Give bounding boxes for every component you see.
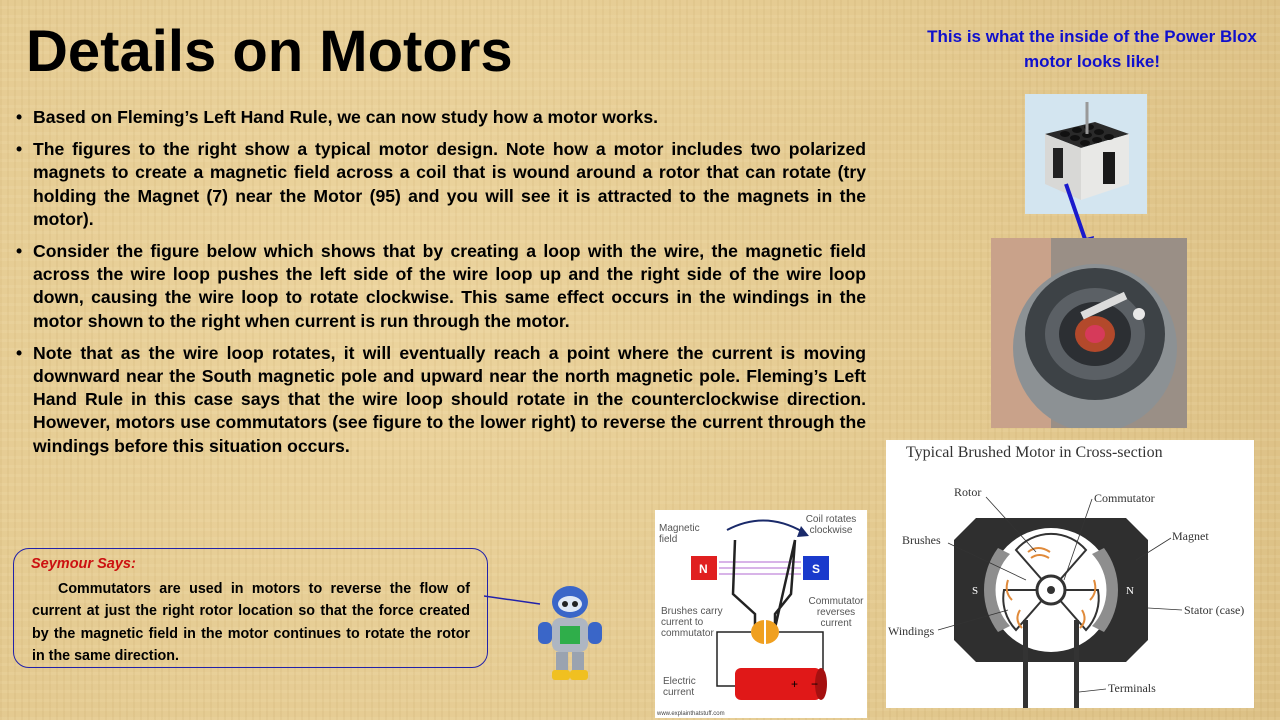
- electric-current-label: Electric current: [663, 676, 696, 698]
- bullet-item: • The figures to the right show a typical motor design. Note how a motor includes two polarized magnets to create a magnetic field across a coil that is wound around a rotor that can rotate (try holding the Magnet (7) near the Motor (95) and you will see it is attracted to the magnets in the motor).: [16, 138, 866, 231]
- bullet-item: • Consider the figure below which shows that by creating a loop with the wire, the magnetic field across the wire loop pushes the left side of the wire loop up and the right side of the wire loop down, causing the wire loop to rotate clockwise. This same effect occurs in the windings in the motor shown to the right when current is run through the motor.: [16, 240, 866, 333]
- callout-title: Seymour Says:: [31, 556, 136, 572]
- magnet-label: Magnet: [1172, 529, 1209, 543]
- plus-sign: +: [791, 677, 799, 691]
- robot-mascot-icon: [534, 580, 606, 682]
- bullet-item: • Based on Fleming’s Left Hand Rule, we can now study how a motor works.: [16, 106, 866, 129]
- windings-label: Windings: [888, 624, 935, 638]
- minus-sign: −: [811, 677, 819, 691]
- magnet-s-label: S: [812, 562, 821, 576]
- brushed-motor-cross-section: [886, 440, 1254, 708]
- magnet-n-label: N: [699, 562, 708, 576]
- stator-label: Stator (case): [1184, 603, 1245, 617]
- page-title: Details on Motors: [26, 19, 513, 84]
- source-url: www.explainthatstuff.com: [657, 711, 725, 717]
- magnetic-field-label: Magnetic field: [659, 523, 700, 545]
- seymour-callout: [13, 548, 488, 668]
- coil-rotates-label: Coil rotates clockwise: [805, 514, 857, 536]
- photo-caption: This is what the inside of the Power Blox motor looks like!: [927, 27, 1257, 71]
- commutator-reverses-label: Commutator reverses current: [808, 596, 864, 629]
- motor-interior-photo: [991, 238, 1187, 428]
- rotor-label: Rotor: [954, 485, 982, 499]
- pole-s-label: S: [972, 585, 979, 597]
- wire-loop-diagram: [655, 510, 867, 718]
- pole-n-label: N: [1126, 585, 1134, 597]
- bullet-list: [16, 106, 866, 467]
- cross-section-title: Typical Brushed Motor in Cross-section: [906, 444, 1163, 461]
- commutator-label: Commutator: [1094, 491, 1155, 505]
- bullet-item: • Note that as the wire loop rotates, it will eventually reach a point where the current is moving downward near the South magnetic pole and upward near the north magnetic pole. Fleming’s Left Hand Rule in this case says that the wire loop should rotate in the counterclockwise direction. However, motors use commutators (see figure to the lower right) to reverse the current through the windings before this situation occurs.: [16, 342, 866, 458]
- terminals-label: Terminals: [1108, 681, 1156, 695]
- brushes-carry-label: Brushes carry current to commutator: [661, 606, 723, 639]
- brushes-label: Brushes: [902, 533, 941, 547]
- callout-body: Commutators are used in motors to reverse the flow of current at just the right rotor location so that the force created by the magnetic field in the motor continues to rotate the rotor in the same direction.: [32, 581, 470, 665]
